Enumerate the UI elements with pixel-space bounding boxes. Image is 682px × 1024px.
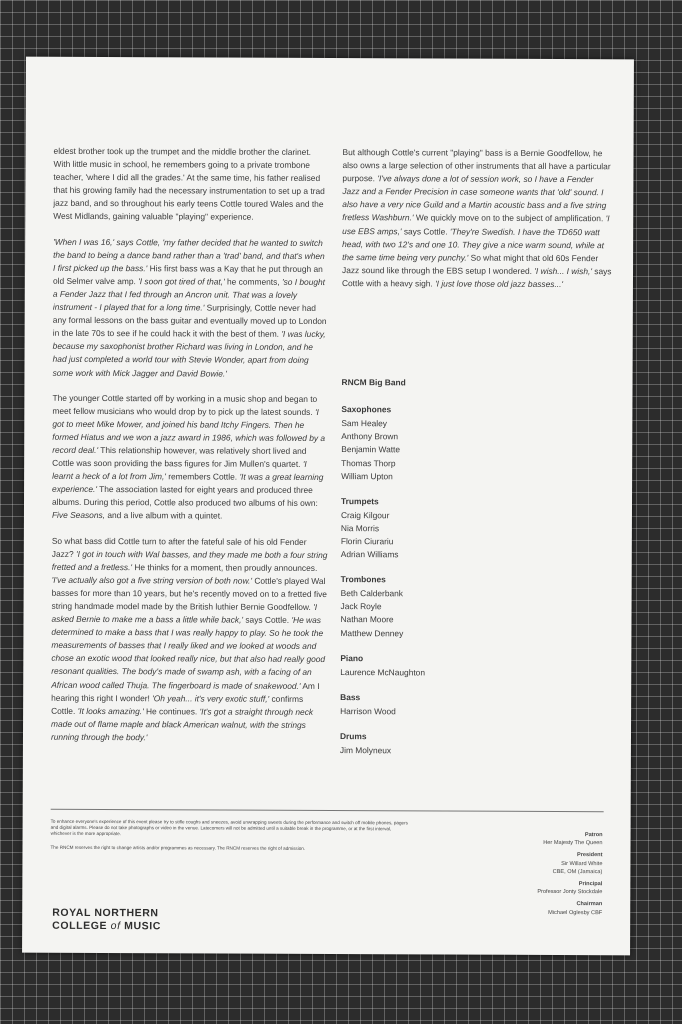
officer-role: Chairman <box>576 901 603 908</box>
officer-entry <box>442 900 602 917</box>
quote-text: 'so I bought a Fender Jazz that I fed through an Ancron unit. That was a lovely instrument - I played that for a long time.' <box>52 276 326 313</box>
college-officers <box>442 831 602 922</box>
logo-line-1: ROYAL NORTHERN <box>52 906 159 920</box>
quote-text: 'It looks amazing.' <box>77 705 144 716</box>
member-name: Sam Healey <box>341 418 388 429</box>
quote-text: 'I've always done a lot of session work, so I have a Fender Jazz and a Fender Precision in case someone wants that 'old' sound. I also have a very nice Guild and a Martin acoustic bass and a five string fretless Washburn.' <box>342 173 607 223</box>
article-paragraph <box>52 391 329 523</box>
officer-name: Sir Willard White <box>561 860 603 867</box>
article-paragraph <box>342 146 613 291</box>
roster-section <box>340 652 610 680</box>
quote-text: 'I just love those old jazz basses...' <box>435 278 564 289</box>
roster-section <box>340 691 610 719</box>
member-name: Harrison Wood <box>340 705 396 717</box>
body-text: So what bass did Cottle turn to after the fateful sale of his old Fender Jazz? <box>51 535 307 559</box>
rncm-logo <box>52 907 161 933</box>
body-text: Am I hearing this right I wonder! <box>51 680 320 703</box>
quote-text: 'I was lucky, because my saxophonist brother Richard was living in London, and he had just completed a world tour with Stevie Wonder, apart from doing some work with Mick Jagger and David Bowie.' <box>52 329 326 379</box>
section-heading: Bass <box>340 691 361 702</box>
member-name: Adrian Williams <box>340 549 399 560</box>
member-name: Nathan Moore <box>340 614 394 625</box>
body-text: Surprisingly, Cottle never had any formal lessons on the bass guitar and eventually moved up to London in the late 70s to see if he could hack it with the best of them. <box>52 302 327 340</box>
body-text: and a live album with a quintet. <box>105 510 223 521</box>
officer-role: Principal <box>578 881 603 888</box>
roster-section <box>341 495 611 563</box>
member-name: Laurence McNaughton <box>340 666 426 678</box>
roster-section <box>340 573 610 641</box>
logo-line-2: COLLEGE of MUSIC <box>52 919 162 933</box>
roster-sections <box>340 403 612 758</box>
body-text: Cottle's played Wal basses for more than 10 years, but he's recently moved on to a fretted five string handmade model made by the British luthier Bernie Goodfellow. <box>51 575 327 612</box>
article-paragraph <box>53 145 329 225</box>
officer-role: Patron <box>584 832 603 839</box>
body-text: He continues. <box>143 705 200 717</box>
officer-role: President <box>576 852 603 859</box>
member-name: Benjamin Watte <box>341 444 401 455</box>
roster-section <box>341 403 611 484</box>
quote-text: 'I've actually also got a five string version of both now.' <box>51 574 253 586</box>
audience-notes <box>50 819 410 859</box>
member-name: Craig Kilgour <box>340 509 390 521</box>
body-text: So what might that old 60s Fender Jazz sound like through the EBS setup I wondered. <box>342 252 599 276</box>
quote-text: 'They're Swedish. I have the TD650 watt head, with two 12's and one 10. They give a nice warm sound, while at the same time being very punchy.' <box>342 226 605 263</box>
quote-text: 'I got to meet Mike Mower, and joined his band Itchy Fingers. Then he formed Hiatus and we won a jazz award in 1986, which was followed by a record deal.' <box>52 406 326 455</box>
body-text: The association lasted for eight years and produced three albums. During this period, Cottle also produced two albums of his own: <box>51 484 318 509</box>
member-name: Nia Morris <box>340 522 380 534</box>
officer-name: Professor Jonty Stockdale <box>537 889 603 896</box>
footer-divider <box>51 809 604 812</box>
section-heading: Piano <box>340 652 364 663</box>
quote-text: 'I asked Bernie to make me a bass a little while back,' <box>51 601 318 625</box>
body-text: He thinks for a moment, then proudly announces. <box>131 561 318 573</box>
programme-page <box>22 57 634 956</box>
body-text: he comments, <box>224 276 283 287</box>
member-name: Anthony Brown <box>341 431 399 442</box>
officer-name: Her Majesty The Queen <box>543 840 603 847</box>
band-title: RNCM Big Band <box>341 377 406 388</box>
body-text: eldest brother took up the trumpet and the middle brother the clarinet. With little music in school, he remembers going to a private trombone teacher, 'where I did all the grades.' At the same time, his father realised that his growing family had the necessary instrumentation to set up a trad jazz band, and so throughout his early teens Cottle toured Wales and the West Midlands, gaining valuable "playing" experience. <box>53 145 325 223</box>
officer-entry <box>443 831 603 848</box>
article-paragraph <box>53 235 330 380</box>
body-text: His first bass was a Kay that he put through an old Selmer valve amp. <box>52 262 323 287</box>
article-right-column <box>340 146 613 770</box>
member-name: Florin Ciurariu <box>340 536 394 547</box>
body-text: The younger Cottle started off by working in a music shop and began to meet fellow musicians who would drop by to pick up the latest sounds. <box>52 392 318 417</box>
section-heading: Trumpets <box>341 495 379 506</box>
member-name: Thomas Thorp <box>341 457 396 468</box>
article-left-column <box>51 145 330 757</box>
rights-note: The RNCM reserves the right to change artists and/or programmes as necessary. The RNCM reserves the right of admission. <box>50 844 306 851</box>
band-roster <box>340 376 612 758</box>
quote-text: 'I learnt a heck of a lot from Jim,' <box>52 458 307 482</box>
member-name: Matthew Denney <box>340 627 404 638</box>
member-name: William Upton <box>341 470 393 481</box>
body-text: says Cottle. <box>401 225 450 237</box>
section-heading: Saxophones <box>341 404 392 415</box>
section-heading: Drums <box>339 731 367 742</box>
body-text: says Cottle. <box>243 614 292 625</box>
body-text: This relationship however, was relatively short lived and Cottle was soon providing the bass figures for Jim Mullen's quartet. <box>52 444 307 469</box>
body-text: confirms Cottle. <box>51 693 304 716</box>
quote-text: 'When I was 16,' says Cottle, 'my father decided that he wanted to switch the band to being a dance band rather than a 'trad' band, and that's when I first picked up the bass.' <box>53 236 325 273</box>
quote-text: 'I soon got tired of that,' <box>138 276 225 287</box>
section-heading: Trombones <box>340 574 386 585</box>
body-text: But although Cottle's current "playing" bass is a Bernie Goodfellow, he also owns a large selection of other instruments that all have a particular purpose. <box>342 147 611 184</box>
officer-name: Michael Oglesby CBF <box>548 909 603 916</box>
member-name: Jim Molyneux <box>339 745 392 756</box>
body-text: says Cottle with a heavy sigh. <box>341 265 612 289</box>
officer-name: CBE, OM (Jamaica) <box>552 868 603 876</box>
quote-text: 'I use EBS amps,' <box>342 213 610 236</box>
member-name: Beth Calderbank <box>340 588 404 599</box>
quote-text: 'It was a great learning experience.' <box>52 471 324 495</box>
officer-entry <box>442 880 602 897</box>
quote-text: 'I got in touch with Wal basses, and they made me both a four string fretted and a fretless.' <box>51 548 328 572</box>
quote-text: Five Seasons, <box>51 510 106 521</box>
quote-text: 'Oh yeah... it's very exotic stuff,' <box>152 692 270 704</box>
quote-text: 'It's got a straight through neck made out of flame maple and black American walnut, with the strings running through the body.' <box>50 706 314 743</box>
roster-section <box>340 730 610 758</box>
quote-text: 'I wish... I wish,' <box>534 265 592 276</box>
body-text: We quickly move on to the subject of amplification. <box>413 212 606 224</box>
officer-entry <box>442 851 602 876</box>
member-name: Jack Royle <box>340 601 382 612</box>
quote-text: 'He was determined to make a bass that I was really happy to play. So he took the measurements of basses that I really liked and we looked at woods and chose an exotic wood that looked really nice, but that also had really good resonant qualities. The body's made of swamp ash, with a facing of an African wood called Thuja. The fingerboard is made of snakewood.' <box>51 614 326 691</box>
article-paragraph <box>51 534 328 745</box>
etiquette-note: To enhance everyone's experience of this event please try to stifle coughs and sneezes, avoid unwrapping sweets during the performance and switch off mobile phones, pagers and digital alarms. Please do not take photographs or video in the venue. Latecomers will not be admitted until a suitable break in the programme, or at the first interval, whichever is the more appropriate. <box>50 818 408 837</box>
article-right-text <box>342 146 613 291</box>
body-text: remembers Cottle. <box>165 471 240 482</box>
